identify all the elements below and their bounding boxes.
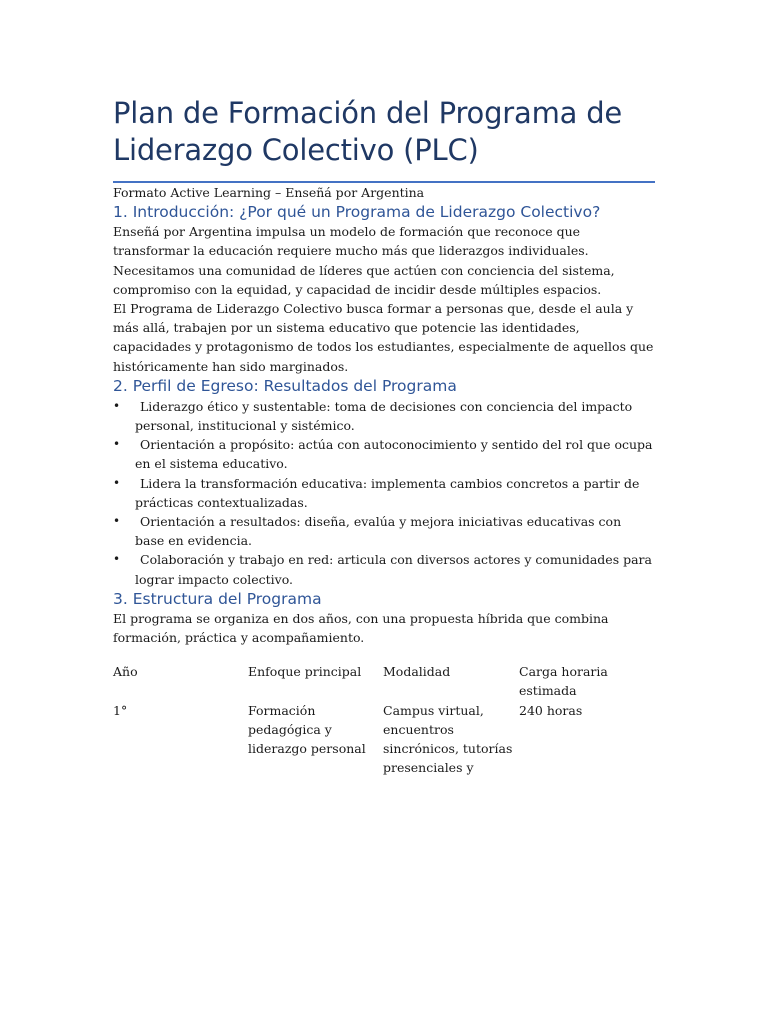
list-item-text: Orientación a resultados: diseña, evalúa y mejora iniciativas educativas con base en evidencia. xyxy=(135,514,622,549)
table-header-cell: Enfoque principal xyxy=(248,664,362,680)
list-item-text: Liderazgo ético y sustentable: toma de decisiones con conciencia del impacto personal, institucional y sistémico. xyxy=(135,398,633,434)
section-heading-introduccion: 1. Introducción: ¿Por qué un Programa de Liderazgo Colectivo? xyxy=(113,203,601,222)
bullet-icon: • xyxy=(113,398,121,413)
intro-paragraph-1: Enseñá por Argentina impulsa un modelo de formación que reconoce que transformar la educación requiere mucho más que liderazgos individuales. Necesitamos una comunidad de líderes que actúen con conciencia del sistema, compromiso con la equidad, y capacidad de incidir desde múltiples espacios. xyxy=(113,224,615,297)
table-header-cell: Modalidad xyxy=(383,664,451,680)
list-item xyxy=(113,512,654,550)
table-row xyxy=(113,701,654,778)
profile-bullet-list xyxy=(113,397,654,589)
structure-intro-paragraph: El programa se organiza en dos años, con una propuesta híbrida que combina formación, práctica y acompañamiento. xyxy=(113,610,609,646)
table-header-cell: Carga horaria estimada xyxy=(519,664,608,699)
list-item xyxy=(113,474,654,512)
structure-table xyxy=(113,662,654,777)
bullet-icon: • xyxy=(113,475,121,490)
list-item-text: Orientación a propósito: actúa con autoconocimiento y sentido del rol que ocupa en el sistema educativo. xyxy=(135,437,653,472)
table-cell: Campus virtual, encuentros sincrónicos, tutorías presenciales y xyxy=(383,702,513,776)
bullet-icon: • xyxy=(113,514,121,529)
document-subtitle: Formato Active Learning – Enseñá por Argentina xyxy=(113,185,425,200)
bullet-icon: • xyxy=(113,437,121,452)
table-cell: 240 horas xyxy=(519,702,583,718)
list-item xyxy=(113,435,654,473)
section-heading-estructura: 3. Estructura del Programa xyxy=(113,589,322,608)
bullet-icon: • xyxy=(113,552,121,567)
list-item xyxy=(113,397,654,435)
list-item-text: Lidera la transformación educativa: implementa cambios concretos a partir de prácticas contextualizadas. xyxy=(135,475,640,510)
list-item-text: Colaboración y trabajo en red: articula con diversos actores y comunidades para lograr impacto colectivo. xyxy=(135,552,652,587)
section-heading-perfil-egreso: 2. Perfil de Egreso: Resultados del Programa xyxy=(113,376,457,395)
table-header-cell: Año xyxy=(113,664,138,680)
list-item xyxy=(113,550,654,588)
document-title: Plan de Formación del Programa de Liderazgo Colectivo (PLC) xyxy=(113,96,623,167)
document-page xyxy=(113,88,654,777)
table-header-row xyxy=(113,662,654,700)
table-cell: Formación pedagógica y liderazgo personal xyxy=(248,702,366,757)
intro-paragraph-2: El Programa de Liderazgo Colectivo busca formar a personas que, desde el aula y más allá, trabajen por un sistema educativo que potencie las identidades, capacidades y protagonismo de todos los estudiantes, especialmente de aquellos que históricamente han sido marginados. xyxy=(113,301,654,374)
table-cell: 1° xyxy=(113,702,128,718)
